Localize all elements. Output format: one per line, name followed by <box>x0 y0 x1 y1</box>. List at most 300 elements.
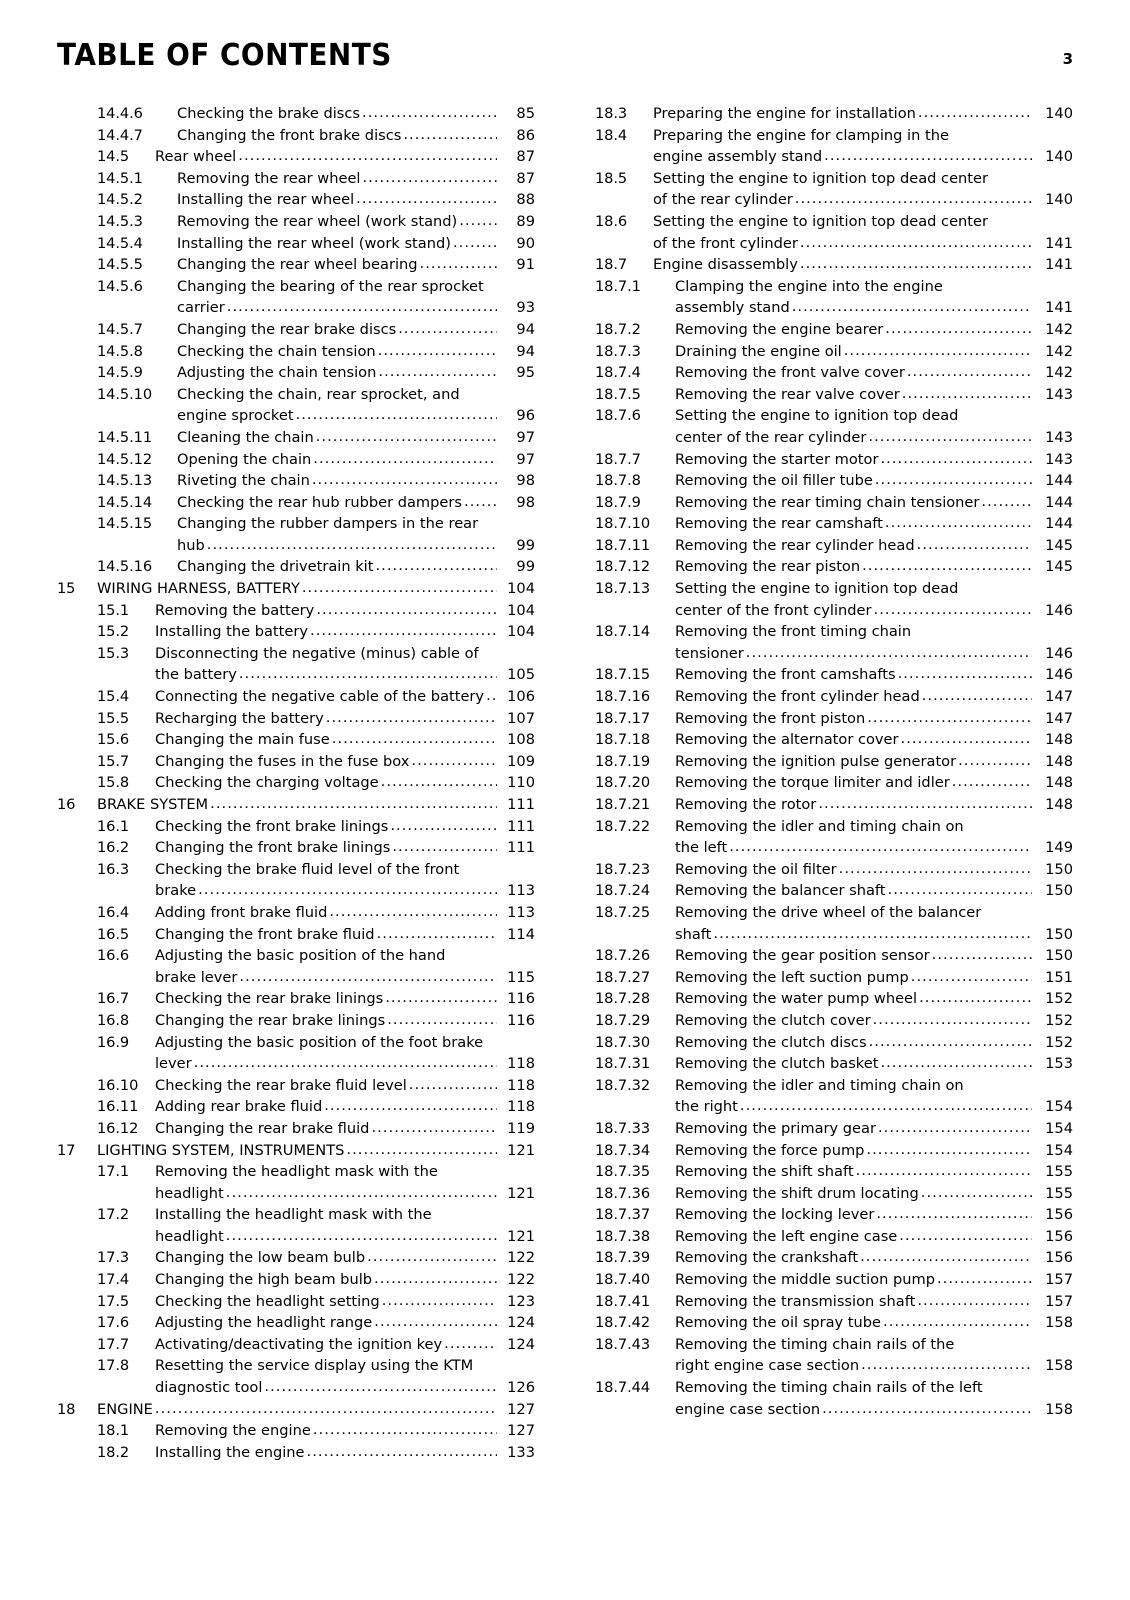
toc-entry-number: 17.8 <box>97 1357 130 1375</box>
toc-entry-body <box>653 168 1073 211</box>
toc-entry-title: assembly stand <box>675 299 790 317</box>
toc-entry-number: 18.7.30 <box>595 1033 651 1051</box>
toc-entry-line <box>177 319 535 341</box>
toc-entry-page: 89 <box>516 212 535 230</box>
toc-entry[interactable] <box>57 1291 535 1313</box>
toc-entry-line <box>177 233 535 255</box>
toc-entry[interactable] <box>57 146 535 168</box>
toc-entry-line <box>97 1399 535 1421</box>
toc-entry-page: 104 <box>507 580 535 598</box>
toc-entry[interactable] <box>595 880 1073 902</box>
toc-entry[interactable] <box>57 1096 535 1118</box>
toc-entry[interactable] <box>57 556 535 578</box>
toc-entry[interactable] <box>595 168 1073 211</box>
toc-entry-body <box>155 924 535 946</box>
toc-entry-title: ENGINE <box>97 1400 153 1418</box>
toc-entry[interactable] <box>57 384 535 427</box>
toc-entry-line <box>177 492 535 514</box>
toc-entry[interactable] <box>595 1183 1073 1205</box>
toc-entry[interactable] <box>57 1204 535 1247</box>
toc-entry[interactable] <box>57 924 535 946</box>
toc-dot-leader <box>800 232 1032 254</box>
page-title: TABLE OF CONTENTS <box>57 38 392 73</box>
toc-entry[interactable] <box>57 1334 535 1356</box>
toc-entry[interactable] <box>57 708 535 730</box>
toc-entry-body <box>155 600 535 622</box>
toc-entry-line <box>675 341 1073 363</box>
toc-entry[interactable] <box>57 103 535 125</box>
toc-entry[interactable] <box>57 1355 535 1398</box>
toc-entry[interactable] <box>595 1377 1073 1420</box>
toc-entry-page: 141 <box>1045 256 1073 274</box>
toc-dot-leader <box>876 1203 1032 1225</box>
toc-entry-line-wrapped <box>653 125 1073 147</box>
toc-entry[interactable] <box>595 729 1073 751</box>
toc-entry[interactable] <box>595 276 1073 319</box>
toc-entry-title: brake lever <box>155 968 238 986</box>
toc-entry[interactable] <box>595 1334 1073 1377</box>
toc-entry-number: 17.6 <box>97 1314 130 1332</box>
toc-entry-line <box>177 470 535 492</box>
toc-entry-line <box>177 427 535 449</box>
toc-entry-line <box>675 1161 1073 1183</box>
toc-entry[interactable] <box>595 211 1073 254</box>
toc-entry-title: Removing the torque limiter and idler <box>675 774 950 792</box>
toc-entry-line <box>155 1269 535 1291</box>
toc-entry-body <box>155 1075 535 1097</box>
toc-entry-number: 18.7.33 <box>595 1119 651 1137</box>
toc-entry-number: 14.5.4 <box>97 234 143 252</box>
toc-entry-page: 156 <box>1045 1227 1073 1245</box>
toc-entry-page: 150 <box>1045 947 1073 965</box>
toc-dot-leader <box>880 1052 1032 1074</box>
toc-entry-line <box>675 600 1073 622</box>
toc-entry-body <box>155 643 535 686</box>
toc-entry[interactable] <box>57 1420 535 1442</box>
toc-dot-leader <box>453 232 497 254</box>
toc-entry[interactable] <box>57 1247 535 1269</box>
toc-entry[interactable] <box>595 1312 1073 1334</box>
toc-entry-number: 18.7.10 <box>595 515 651 533</box>
toc-entry-title: Resetting the service display using the KTM <box>155 1357 474 1375</box>
toc-entry-number: 18.7.14 <box>595 623 651 641</box>
toc-entry-line <box>155 1334 535 1356</box>
toc-entry[interactable] <box>57 859 535 902</box>
toc-entry-page: 121 <box>507 1141 535 1159</box>
toc-dot-leader <box>392 836 497 858</box>
toc-entry-title: Removing the primary gear <box>675 1119 876 1137</box>
toc-entry[interactable] <box>595 405 1073 448</box>
toc-entry[interactable] <box>595 578 1073 621</box>
toc-entry[interactable] <box>57 362 535 384</box>
toc-entry-title: hub <box>177 536 205 554</box>
toc-entry-line <box>177 297 535 319</box>
toc-entry[interactable] <box>57 513 535 556</box>
toc-entry-page: 91 <box>516 256 535 274</box>
toc-entry-page: 104 <box>507 623 535 641</box>
toc-dot-leader <box>390 815 497 837</box>
toc-entry-title: Adjusting the basic position of the hand <box>155 947 446 965</box>
toc-entry-number: 14.5.10 <box>97 385 153 403</box>
toc-entry[interactable] <box>595 384 1073 406</box>
toc-entry[interactable] <box>57 449 535 471</box>
toc-entry[interactable] <box>57 341 535 363</box>
toc-entry[interactable] <box>595 1291 1073 1313</box>
toc-entry-body <box>675 1183 1073 1205</box>
toc-entry-number: 14.5.9 <box>97 364 143 382</box>
toc-dot-leader <box>238 145 497 167</box>
toc-entry[interactable] <box>595 686 1073 708</box>
toc-entry-page: 158 <box>1045 1357 1073 1375</box>
toc-entry-body <box>155 1010 535 1032</box>
toc-entry-number: 18.7.29 <box>595 1011 651 1029</box>
toc-entry-page: 148 <box>1045 774 1073 792</box>
toc-entry[interactable] <box>57 125 535 147</box>
toc-entry[interactable] <box>595 1118 1073 1140</box>
toc-entry-number: 18.7.16 <box>595 688 651 706</box>
toc-entry-body <box>155 1161 535 1204</box>
toc-entry-page: 97 <box>516 428 535 446</box>
toc-entry[interactable] <box>57 233 535 255</box>
toc-entry-title: Recharging the battery <box>155 709 324 727</box>
toc-entry-line <box>177 535 535 557</box>
toc-entry[interactable] <box>57 816 535 838</box>
toc-entry-page: 90 <box>516 234 535 252</box>
toc-entry-page: 158 <box>1045 1314 1073 1332</box>
toc-entry[interactable] <box>57 1140 535 1162</box>
toc-entry[interactable] <box>57 988 535 1010</box>
toc-entry-line <box>155 1226 535 1248</box>
toc-entry[interactable] <box>595 1140 1073 1162</box>
toc-entry[interactable] <box>595 535 1073 557</box>
toc-entry-line <box>675 1204 1073 1226</box>
toc-entry-body <box>675 880 1073 902</box>
toc-entry[interactable] <box>595 470 1073 492</box>
toc-entry-number: 14.4.7 <box>97 126 143 144</box>
toc-entry[interactable] <box>595 492 1073 514</box>
toc-entry[interactable] <box>595 664 1073 686</box>
toc-entry-page: 115 <box>507 968 535 986</box>
toc-entry[interactable] <box>57 470 535 492</box>
toc-entry-title: Changing the rear brake linings <box>155 1011 386 1029</box>
toc-dot-leader <box>385 987 497 1009</box>
toc-entry-body <box>675 405 1073 448</box>
toc-entry-page: 106 <box>507 688 535 706</box>
toc-entry-title: Checking the charging voltage <box>155 774 379 792</box>
toc-entry[interactable] <box>595 103 1073 125</box>
toc-entry-number: 14.5.6 <box>97 277 143 295</box>
toc-entry[interactable] <box>595 513 1073 535</box>
toc-entry[interactable] <box>57 1032 535 1075</box>
toc-entry-title: Removing the starter motor <box>675 450 879 468</box>
toc-entry[interactable] <box>595 254 1073 276</box>
toc-entry-number: 16.1 <box>97 817 130 835</box>
toc-entry-number: 18.7.15 <box>595 666 651 684</box>
toc-entry[interactable] <box>595 1075 1073 1118</box>
toc-entry-line <box>675 1010 1073 1032</box>
toc-entry-body <box>653 254 1073 276</box>
toc-dot-leader <box>367 1246 497 1268</box>
toc-entry-body <box>155 1096 535 1118</box>
toc-entry[interactable] <box>57 729 535 751</box>
toc-entry[interactable] <box>57 211 535 233</box>
toc-entry-page: 105 <box>507 666 535 684</box>
toc-dot-leader <box>374 1311 497 1333</box>
toc-entry[interactable] <box>595 751 1073 773</box>
toc-entry-number: 14.5.7 <box>97 320 143 338</box>
toc-entry[interactable] <box>595 449 1073 471</box>
toc-entry-line <box>155 816 535 838</box>
toc-entry-number: 14.5.8 <box>97 342 143 360</box>
toc-entry[interactable] <box>595 1247 1073 1269</box>
toc-entry-line <box>675 967 1073 989</box>
toc-entry-line <box>155 1377 535 1399</box>
toc-entry[interactable] <box>57 1161 535 1204</box>
toc-entry-number: 17.2 <box>97 1206 130 1224</box>
toc-entry[interactable] <box>595 945 1073 967</box>
toc-entry[interactable] <box>595 556 1073 578</box>
toc-entry[interactable] <box>595 1226 1073 1248</box>
toc-dot-leader <box>207 534 497 556</box>
toc-entry-title: Changing the rear brake discs <box>177 320 397 338</box>
toc-entry-number: 18.3 <box>595 105 628 122</box>
toc-entry-title: Removing the transmission shaft <box>675 1292 916 1310</box>
toc-entry-title: Changing the front brake linings <box>155 839 391 857</box>
toc-entry-number: 18.7.36 <box>595 1184 651 1202</box>
toc-entry-title: Setting the engine to ignition top dead <box>675 407 959 425</box>
toc-entry-number: 18.7.2 <box>595 320 641 338</box>
toc-entry-page: 150 <box>1045 882 1073 900</box>
toc-entry-number: 14.5.14 <box>97 493 153 511</box>
toc-entry-line-wrapped <box>675 578 1073 600</box>
toc-entry-number: 18.2 <box>97 1443 130 1461</box>
toc-entry-title: Disconnecting the negative (minus) cable of <box>155 644 479 662</box>
toc-entry-page: 94 <box>516 320 535 338</box>
toc-entry-line <box>177 103 535 125</box>
toc-entry-number: 14.5.1 <box>97 169 143 187</box>
toc-entry[interactable] <box>57 578 535 600</box>
toc-entry[interactable] <box>595 319 1073 341</box>
toc-entry[interactable] <box>57 1442 535 1464</box>
toc-entry[interactable] <box>57 837 535 859</box>
toc-entry-body <box>155 988 535 1010</box>
toc-entry-body <box>675 578 1073 621</box>
toc-entry[interactable] <box>57 686 535 708</box>
toc-entry-line <box>177 189 535 211</box>
toc-entry-page: 96 <box>516 407 535 425</box>
toc-entry-body <box>177 341 535 363</box>
toc-entry[interactable] <box>57 621 535 643</box>
toc-entry-title: Removing the headlight mask with the <box>155 1163 438 1181</box>
toc-entry-number: 15.6 <box>97 731 130 749</box>
toc-entry-page: 142 <box>1045 342 1073 360</box>
toc-dot-leader <box>873 1009 1032 1031</box>
toc-dot-leader <box>307 1441 497 1463</box>
toc-entry[interactable] <box>57 1118 535 1140</box>
toc-entry[interactable] <box>57 189 535 211</box>
toc-dot-leader <box>155 1398 497 1420</box>
toc-entry[interactable] <box>57 1075 535 1097</box>
toc-dot-leader <box>792 296 1032 318</box>
toc-entry-title: Setting the engine to ignition top dead center <box>653 169 988 187</box>
toc-entry-number: 16.9 <box>97 1033 130 1051</box>
toc-entry[interactable] <box>57 1010 535 1032</box>
toc-entry-title: lever <box>155 1055 192 1073</box>
toc-dot-leader <box>878 1117 1032 1139</box>
toc-entry[interactable] <box>57 600 535 622</box>
toc-dot-leader <box>861 1354 1032 1376</box>
toc-entry[interactable] <box>57 492 535 514</box>
toc-entry-title: Removing the front valve cover <box>675 364 905 382</box>
toc-entry-title: Removing the idler and timing chain on <box>675 817 964 835</box>
toc-entry-number: 18.7.27 <box>595 968 651 986</box>
toc-entry-title: center of the rear cylinder <box>675 428 867 446</box>
toc-entry-body <box>675 1269 1073 1291</box>
toc-entry-body <box>155 837 535 859</box>
toc-entry-title: carrier <box>177 299 225 317</box>
toc-entry-title: the battery <box>155 666 237 684</box>
toc-entry[interactable] <box>595 1161 1073 1183</box>
toc-entry[interactable] <box>595 708 1073 730</box>
toc-entry-page: 113 <box>507 882 535 900</box>
toc-entry[interactable] <box>595 988 1073 1010</box>
toc-entry-title: Draining the engine oil <box>675 342 842 360</box>
toc-entry-line <box>155 902 535 924</box>
toc-dot-leader <box>740 1095 1032 1117</box>
toc-entry-page: 119 <box>507 1119 535 1137</box>
toc-entry-body <box>675 276 1073 319</box>
toc-entry[interactable] <box>595 1010 1073 1032</box>
toc-entry-page: 118 <box>507 1076 535 1094</box>
toc-dot-leader <box>795 188 1032 210</box>
toc-entry-number: 18.7.26 <box>595 947 651 965</box>
toc-entry-title: Activating/deactivating the ignition key <box>155 1335 443 1353</box>
toc-dot-leader <box>822 1398 1032 1420</box>
toc-entry-number: 16.8 <box>97 1011 130 1029</box>
toc-entry-number: 18.6 <box>595 212 628 230</box>
toc-entry[interactable] <box>595 859 1073 881</box>
toc-entry[interactable] <box>595 362 1073 384</box>
toc-entry-title: Removing the clutch cover <box>675 1011 871 1029</box>
toc-entry[interactable] <box>57 643 535 686</box>
toc-entry-line <box>675 708 1073 730</box>
toc-entry-number: 16.12 <box>97 1119 139 1137</box>
toc-entry[interactable] <box>57 751 535 773</box>
toc-entry-body <box>177 276 535 319</box>
toc-entry-title: Removing the ignition pulse generator <box>675 752 957 770</box>
toc-entry-line-wrapped <box>155 945 535 967</box>
toc-dot-leader <box>227 296 497 318</box>
toc-entry-number: 17.4 <box>97 1271 130 1289</box>
toc-dot-leader <box>403 124 497 146</box>
toc-entry[interactable] <box>595 341 1073 363</box>
toc-entry[interactable] <box>595 967 1073 989</box>
toc-entry[interactable] <box>57 794 535 816</box>
toc-entry-line-wrapped <box>675 816 1073 838</box>
toc-entry-title: Clamping the engine into the engine <box>675 277 943 295</box>
toc-entry-body <box>155 1118 535 1140</box>
toc-entry-number: 17.7 <box>97 1335 130 1353</box>
toc-entry[interactable] <box>595 794 1073 816</box>
toc-entry[interactable] <box>595 1269 1073 1291</box>
toc-dot-leader <box>420 253 497 275</box>
toc-entry-title: Changing the rubber dampers in the rear <box>177 515 479 533</box>
toc-entry-line <box>155 1247 535 1269</box>
toc-entry[interactable] <box>595 772 1073 794</box>
toc-entry-number: 18.7.39 <box>595 1249 651 1267</box>
toc-entry-line <box>675 686 1073 708</box>
toc-entry[interactable] <box>57 945 535 988</box>
toc-entry[interactable] <box>57 1269 535 1291</box>
toc-entry[interactable] <box>57 276 535 319</box>
toc-entry-title: Changing the main fuse <box>155 731 330 749</box>
toc-entry-number: 18.7.41 <box>595 1292 651 1310</box>
toc-entry-title: tensioner <box>675 644 744 662</box>
toc-entry-title: Installing the rear wheel <box>177 191 355 209</box>
toc-entry-line <box>653 254 1073 276</box>
toc-entry[interactable] <box>57 772 535 794</box>
toc-entry-number: 18.7.11 <box>595 536 651 554</box>
toc-entry[interactable] <box>57 1312 535 1334</box>
toc-entry[interactable] <box>57 319 535 341</box>
toc-entry[interactable] <box>57 427 535 449</box>
toc-entry[interactable] <box>595 125 1073 168</box>
toc-entry-page: 107 <box>507 709 535 727</box>
toc-column-left <box>57 103 535 1463</box>
toc-entry[interactable] <box>595 1204 1073 1226</box>
toc-dot-leader <box>378 340 497 362</box>
toc-entry[interactable] <box>595 816 1073 859</box>
toc-entry[interactable] <box>57 1399 535 1421</box>
toc-entry-title: Removing the rear piston <box>675 558 861 576</box>
toc-entry[interactable] <box>595 1032 1073 1054</box>
toc-entry[interactable] <box>595 621 1073 664</box>
toc-entry-line <box>155 664 535 686</box>
toc-entry-line <box>653 103 1073 125</box>
toc-dot-leader <box>919 987 1032 1009</box>
toc-entry-line <box>155 1420 535 1442</box>
page-number: 3 <box>1062 50 1073 68</box>
toc-entry-body <box>675 1291 1073 1313</box>
toc-entry-page: 95 <box>516 364 535 382</box>
toc-entry[interactable] <box>595 1053 1073 1075</box>
toc-entry-body <box>155 729 535 751</box>
toc-entry-line-wrapped <box>675 621 1073 643</box>
toc-entry-page: 98 <box>516 472 535 490</box>
toc-entry[interactable] <box>57 168 535 190</box>
toc-entry-title: Removing the rotor <box>675 796 817 813</box>
toc-entry[interactable] <box>57 902 535 924</box>
toc-entry-body <box>675 362 1073 384</box>
toc-entry-line-wrapped <box>177 384 535 406</box>
toc-entry-page: 141 <box>1045 234 1073 252</box>
toc-entry[interactable] <box>595 902 1073 945</box>
toc-entry-title: Removing the shift shaft <box>675 1163 854 1181</box>
toc-dot-leader <box>296 404 497 426</box>
toc-entry-number: 18.7.9 <box>595 493 641 511</box>
toc-entry-body <box>177 103 535 125</box>
toc-entry[interactable] <box>57 254 535 276</box>
toc-entry-body <box>675 319 1073 341</box>
toc-entry-line <box>155 988 535 1010</box>
toc-entry-title: shaft <box>675 925 712 943</box>
toc-entry-body <box>675 1247 1073 1269</box>
toc-entry-body <box>155 751 535 773</box>
toc-entry-title: Checking the rear brake linings <box>155 990 384 1008</box>
toc-entry-line <box>675 492 1073 514</box>
toc-entry-number: 18.7.42 <box>595 1314 651 1332</box>
toc-entry-page: 108 <box>507 731 535 749</box>
